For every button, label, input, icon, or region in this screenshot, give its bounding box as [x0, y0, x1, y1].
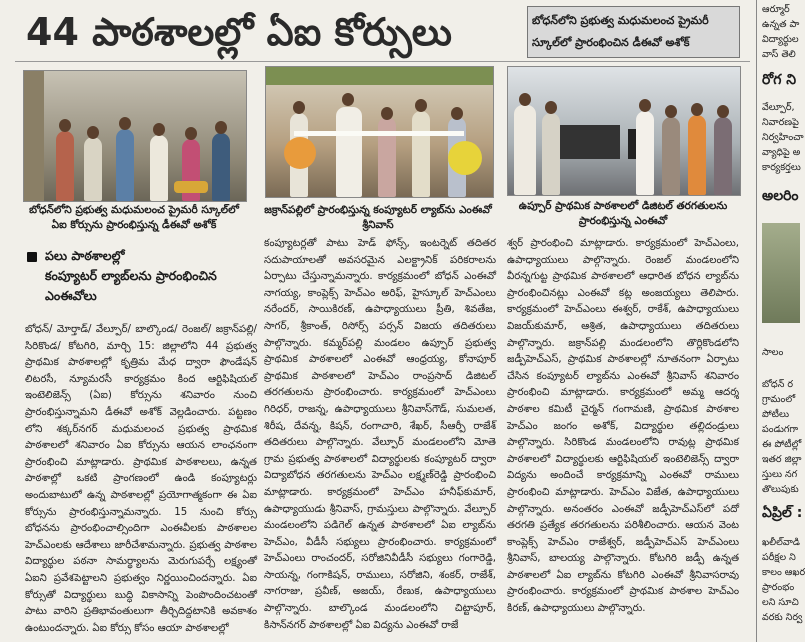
right-heading-3: ఏప్రిల్ : [762, 505, 803, 521]
headline: 44 పాఠశాలల్లో ఏఐ కోర్సులు [26, 10, 452, 54]
article-column-2: కంప్యూటర్లతో పాటు హెడ్ ఫోన్స్, ఇంటర్నెట్ తదితర సదుపాయాలతో అవసరమైన ఎలక్ట్రానిక్ పరికరాలను ఏర్పాటు చేస్తున్నామన్నారు. కార్యక్రమంలో బోధన్ ఎంఈవో నాగయ్య, కాంప్లెక్స్ హెచ్‌ఎం అరిఫ్, హైస్కూల్ హెచ్‌ఎంలు నరేందర్, సాయికిరణ్, ఉపాధ్యాయులు ప్రీతి, శివతేజ, సాగర్, శ్రీకాంత్, రిసోర్స్ పర్సన్ విజయ తదితరులు పాల్గొన్నారు. కమ్మర్‌పల్లి మండలం ఉప్పూర్ ప్రభుత్వ ప్రాథమిక పాఠశాలలో ఎంఈవో ఆంధ్రయ్య, కోనాపూర్ ప్రాథమిక పాఠశాలలో హెచ్‌ఎం రాంప్రసాద్ డిజిటల్ తరగతులను ప్రారంభించారు. కార్యక్రమంలో హెచ్‌ఎంలు గిరిధర్, రాజన్న, ఉపాధ్యాయులు శ్రీనివాస్‌గౌడ్, సుమలత, శిరీష, దేవన్న, కిషన్, రంగాచారి, శేఖర్, సీఆర్పీ రాజేశ్ తదితరులు పాల్గొన్నారు. వేల్పూర్ మండలంలోని మోతె గ్రామ ప్రభుత్వ పాఠశాలలో విద్యార్థులకు కంప్యూటర్ ద్వారా విద్యాబోధన తరగతులను హెచ్‌ఎం లక్ష్మణ్‌రెడ్డి ప్రారంభించి మాట్లాడారు. కార్యక్రమంలో హెచ్‌ఎం హనీఫ్‌కుమార్, ఉపాధ్యాయుడు శ్రీనివాస్, గ్రామస్తులు పాల్గొన్నారు. వేల్పూర్ మండలంలోని పడిగెల్ ఉన్నత పాఠశాలలో ఏఐ ల్యాబ్‌ను హెచ్‌ఎం, వీడీసీ సభ్యులు ప్రారంభించారు. కార్యక్రమంలో హెచ్‌ఎంలు రాంచందర్, సరోజినివీడీసీ సభ్యులు గంగారెడ్డి, సాయన్న, గంగాకిషన్, రాములు, సరోజిని, శంకర్, రాజేశ్, నాగరాజు, ప్రవీణ్, అజయ్, రేణుక, ఉపాధ్యాయులు పాల్గొన్నారు. బాల్కొండ మండలంలోని చిట్టాపూర్, కిసాన్‌నగర్ పాఠశాలల్లో ఏఐ విద్యను ఎంఈవో రాజే [264, 238, 496, 631]
right-line: ఇతర జిల్లా [762, 454, 802, 465]
right-line: కాలం ఆఖర [762, 567, 805, 578]
right-photo-caption: సాలం [762, 347, 784, 358]
right-line: వ్యాధిపై అ [762, 147, 801, 158]
article-column-3: శ్వర్ ప్రారంభించి మాట్లాడారు. కార్యక్రమంలో హెచ్‌ఎంలు, ఉపాధ్యాయులు పాల్గొన్నారు. రెంజల్ మండలంలోని వీరన్నగుట్ట ప్రాథమిక పాఠశాలలో ఆధారిత బోధన ల్యాబ్‌ను ప్రారంభించినట్లు ఎంఈవో కట్ల అంజయ్యలు తెలిపారు. కార్యక్రమంలో హెచ్‌ఎంలు ఈశ్వర్, రాకేశ్, ఉపాధ్యాయులు విజయ్‌కుమార్, ఆశ్రిత, ఉపాధ్యాయులు తదితరులు పాల్గొన్నారు. జక్రాన్‌పల్లి మండలంలోని తొర్లికొండలోని జడ్పీహెచ్‌ఎస్, ప్రాథమిక పాఠశాలల్లో నూతనంగా ఏర్పాటు చేసిన కంప్యూటర్ ల్యాబ్‌ను ఎంఈవో శ్రీనివాస్ శనివారం ప్రారంభించి మాట్లాడారు. కార్యక్రమంలో అమ్మ ఆదర్శ పాఠశాల కమిటీ చైర్మన్ గంగామణి, ప్రాథమిక పాఠశాల హెచ్‌ఎం జంగం అశోక్, విద్యార్థుల తల్లిదండ్రులు పాల్గొన్నారు. సిరికొండ మండలంలోని రావుట్ల ప్రాథమిక పాఠశాలలో విద్యార్థులకు ఆర్టిఫిషియల్ ఇంటెలిజెన్స్ ద్వారా విద్యను అందించే కార్యక్రమాన్ని ఎంఈవో రాములు ప్రారంభించి మాట్లాడారు. హెచ్‌ఎం విజేత, ఉపాధ్యాయులు పాల్గొన్నారు. అనంతరం ఎంఈవో జడ్పీహెచ్‌ఎస్‌లో పదో తరగతి ప్రత్యేక తరగతులను పరిశీలించారు. ఆయన వెంట కాంప్లెక్స్ హెచ్‌ఎం రాజేశ్వర్, జడ్పీహెచ్‌ఎస్ హెచ్‌ఎంలు శ్రీనివాస్, బాలయ్య పాల్గొన్నారు. కోటగిరి జడ్పీ ఉన్నత పాఠశాలలో ఏఐ ల్యాబ్‌ను కోటగిరి ఎంఈవో శ్రీనివాసరావు ప్రారంభించారు. కార్యక్రమంలో ప్రాథమిక పాఠశాల హెచ్‌ఎం కిరణ్, ఉపాధ్యాయులు పాల్గొన్నారు. [507, 238, 739, 615]
right-line: పరీక్షల ని [762, 552, 796, 563]
right-line: తొలుపుకు [762, 484, 799, 495]
headline-rule [15, 61, 750, 62]
right-line: కార్యకర్తలు [762, 162, 801, 173]
subhead-line-1: పలు పాఠశాలల్లో [45, 248, 125, 263]
right-photo [762, 223, 800, 323]
adjacent-article-column [762, 0, 805, 642]
right-heading-1: రోగ ని [762, 72, 797, 88]
photo1-caption: బోధన్‌లోని ప్రభుత్వ మధుమలంచ ప్రైమరీ స్కూల్‌లో ఏఐ కోర్సును ప్రారంభిస్తున్న డీఈవో అశోక్ [29, 204, 239, 231]
right-line: గ్రామంలో [762, 394, 796, 405]
right-line: విద్యార్థుల [762, 34, 799, 45]
side-highlight-box: బోధన్‌లోని ప్రభుత్వ మధుమలంచ ప్రైమరీ స్కూల్‌లో ప్రారంభించిన డీఈవో అశోక్ [527, 6, 740, 58]
right-line: ఖలీల్‌వాడి [762, 537, 800, 548]
right-line: పండుగగా [762, 424, 799, 435]
column-divider [756, 0, 757, 642]
right-line: నిర్వహించా [762, 132, 804, 143]
subhead-line-2: కంప్యూటర్ ల్యాబ్‌లను ప్రారంభించిన [45, 268, 217, 283]
photo3-caption: ఉప్పూర్ ప్రాథమిక పాఠశాలలో డిజిటల్ తరగతులను ప్రారంభిస్తున్న ఎంఈవో [518, 200, 728, 227]
right-line: ప్రారంభం [762, 582, 795, 593]
right-line: వాస్ తెలి [762, 49, 796, 60]
right-line: స్తులు నగ [762, 469, 798, 480]
right-line: బోధన్ ర [762, 379, 794, 390]
right-line: ఈ పోటీల్లో [762, 439, 802, 450]
subheadline [27, 246, 237, 326]
right-line: లని సూచి [762, 597, 799, 608]
right-line: ఉన్నత పా [762, 19, 800, 30]
right-line: వేల్పూర్, [762, 102, 795, 113]
right-line: ఆర్మూర్‌ [762, 4, 790, 15]
photo-digital-classroom [507, 66, 741, 196]
photo-computer-lab-ribbon [265, 66, 494, 198]
photo-ai-course-launch [23, 70, 247, 202]
subhead-line-3: ఎంఈవోలు [45, 288, 97, 303]
square-bullet-icon [27, 252, 37, 262]
article-column-1: బోధన్/ మోర్తాడ్/ వేల్పూర్/ బాల్కొండ/ రెంజల్/ జక్రాన్‌పల్లి/ సిరికొండ/ కోటగిరి, మార్చి 15: జిల్లాలోని 44 ప్రభుత్వ ప్రాథమిక పాఠశాలల్లో కృత్రిమ మేధ ద్వారా ఫౌండేషన్ లిటరసీ, న్యూమరసీ కార్యక్రమం కింద ఆర్టిఫిషియల్ ఇంటెలిజెన్స్ (ఏఐ) కోర్సును శనివారం నుంచి ప్రారంభిస్తున్నామని డీఈవో అశోక్ వెల్లడించారు. పట్టణం లోని శక్కర్‌నగర్ మధుమలంచ ప్రభుత్వ ప్రాథమిక పాఠశాలలో శనివారం ఏఐ కోర్సును ఆయన లాంఛనంగా ప్రారంభించి మాట్లాడారు. ప్రాథమిక పాఠశాలలు, ఉన్నత పాఠశాల్లో ఒకటి ప్రాంగణంలో ఉండి కంప్యూటర్లు అందుబాటులో ఉన్న పాఠశాలల్లో ప్రయోగాత్మకంగా ఈ ఏఐ కోర్సును ప్రారంభిస్తున్నామన్నారు. 15 నుంచి కోర్సు బోధనను ప్రారంభించాల్సిందిగా ఎంఈవీలకు పాఠశాలల హెచ్‌ఎంలకు ఆదేశాలు జారీచేశామన్నారు. ప్రభుత్వ పాఠశాల విద్యార్థుల పఠనా సామర్థ్యాలను మెరుగుపర్చే లక్ష్యంతో ఏఐని ప్రవేశపెట్టాలని ప్రభుత్వం నిర్ణయించిందన్నారు. ఏఐ కోర్సుతో విద్యార్థులు బుద్ధి వికాసాన్ని పెంపొందించటంతో పాటు వారిని ప్రతిభావంతులుగా తీర్చిదిద్దటానికి అవకాశం ఉంటుందన్నారు. ఏఐ కోర్సు కోసం ఆయా పాఠశాలల్లో [25, 324, 257, 634]
photo2-caption: జక్రాన్‌పల్లిలో ప్రారంభిస్తున్న కంప్యూటర్ ల్యాబ్‌ను ఎంఈవో శ్రీనివాస్ [264, 204, 492, 231]
right-line: పోటీలు [762, 409, 790, 420]
right-heading-2: అలరిం [762, 188, 799, 204]
right-line: నివారణపై [762, 117, 799, 128]
right-line: వరకు నిర్వ [762, 612, 803, 623]
